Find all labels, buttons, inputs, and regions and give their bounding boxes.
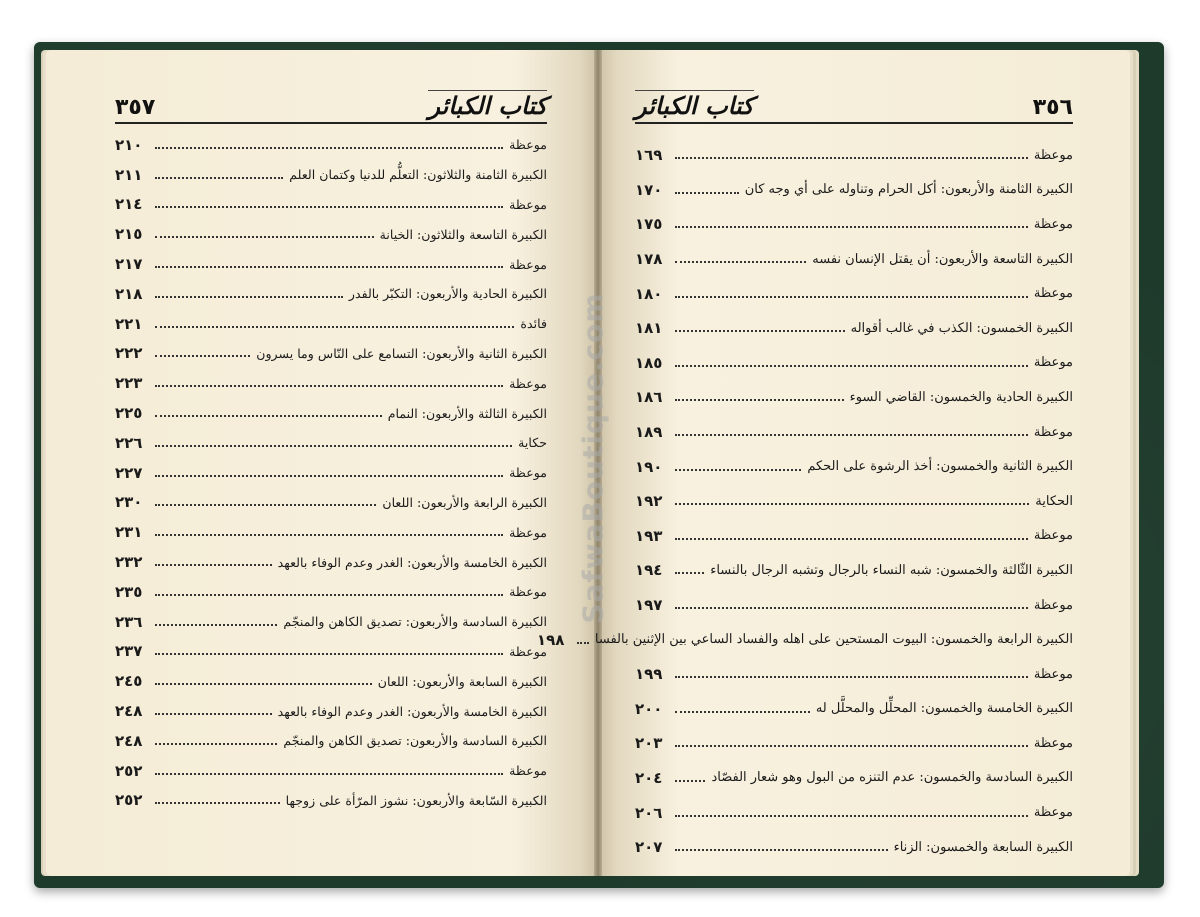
toc-entry-title: موعظة	[1033, 666, 1073, 682]
toc-entry	[115, 249, 547, 279]
toc-entry-page: ٢١٤	[115, 195, 143, 214]
toc-entry	[536, 622, 1073, 657]
toc-entry	[635, 346, 1073, 381]
toc-entry-title: حكاية	[518, 435, 547, 451]
toc-entry-title: الحكاية	[1035, 493, 1073, 509]
dot-leader	[155, 683, 372, 685]
toc-entry-title: موعظة	[509, 763, 547, 779]
toc-entry-title: موعظة	[1033, 216, 1073, 232]
toc-entry	[115, 637, 547, 667]
right-page-header	[635, 82, 1073, 124]
toc-entry-page: ١٩٢	[635, 492, 663, 511]
toc-entry	[635, 657, 1073, 692]
toc-entry	[115, 309, 547, 339]
dot-leader	[155, 713, 272, 715]
toc-entry	[115, 547, 547, 577]
dot-leader	[675, 330, 845, 332]
toc-entry-page: ١٩٤	[635, 561, 663, 580]
toc-entry	[115, 160, 547, 190]
toc-entry-page: ٢٤٥	[115, 672, 143, 691]
toc-entry	[115, 756, 547, 786]
toc-entry-title: موعظة	[509, 465, 547, 481]
toc-entry-page: ٢٢٦	[115, 433, 143, 452]
toc-entry-page: ٢٠٣	[635, 734, 663, 753]
dot-leader	[675, 469, 801, 471]
toc-entry	[635, 311, 1073, 346]
toc-entry-page: ١٩٣	[635, 526, 663, 545]
dot-leader	[155, 236, 374, 238]
toc-entry-page: ٢١١	[115, 165, 143, 184]
toc-entry-title: موعظة	[1033, 528, 1073, 544]
toc-entry-page: ٢١٨	[115, 284, 143, 303]
toc-entry-title: الكبيرة الرابعة والخمسون: البيوت المستحين على اهله والفساد الساعي بين الإثنين بالفسا	[594, 632, 1073, 648]
toc-entry	[115, 666, 547, 696]
toc-entry-title: موعظة	[1033, 805, 1073, 821]
toc-entry	[635, 761, 1073, 796]
dot-leader	[675, 261, 806, 263]
toc-entry-page: ١٩٨	[536, 630, 565, 649]
toc-entry	[115, 726, 547, 756]
dot-leader	[675, 745, 1028, 747]
watermark-text: SafwaBoutique.com	[576, 292, 610, 624]
dot-leader	[675, 226, 1028, 228]
toc-entry-title: الكبيرة السادسة والأربعون: تصديق الكاهن والمنجّم	[283, 733, 547, 749]
toc-entry-title: الكبيرة السّابعة والأربعون: نشوز المرّأة على زوجها	[285, 792, 547, 808]
toc-entry	[115, 786, 547, 816]
toc-entry-page: ٢٢٧	[115, 463, 143, 482]
toc-entry-page: ٢١٥	[115, 225, 143, 244]
toc-entry-page: ٢٣٢	[115, 553, 143, 572]
dot-leader	[675, 434, 1028, 436]
toc-entry	[115, 130, 547, 160]
toc-entry-title: موعظة	[509, 524, 547, 540]
toc-entry	[115, 458, 547, 488]
toc-entry	[115, 190, 547, 220]
toc-entry-page: ١٦٩	[635, 146, 663, 165]
dot-leader	[155, 653, 503, 655]
toc-entry	[115, 339, 547, 369]
toc-entry-title: الكبيرة الخامسة والأربعون: الغدر وعدم الوفاء بالعهد	[277, 703, 547, 719]
toc-entry	[635, 207, 1073, 242]
toc-entry	[635, 553, 1073, 588]
toc-entry-title: الكبيرة الثانية والخمسون: أخذ الرشوة على الحكم	[807, 459, 1073, 475]
toc-entry-title: موعظة	[509, 584, 547, 600]
toc-entry	[635, 380, 1073, 415]
dot-leader	[155, 564, 272, 566]
dot-leader	[675, 503, 1029, 505]
toc-entry	[115, 607, 547, 637]
right-page-number: ٣٥٦	[1032, 95, 1073, 120]
dot-leader	[675, 399, 844, 401]
toc-entry	[115, 488, 547, 518]
dot-leader	[155, 177, 283, 179]
dot-leader	[155, 624, 277, 626]
toc-entry-title: موعظة	[509, 256, 547, 272]
toc-entry-page: ٢٢٣	[115, 374, 143, 393]
toc-entry-page: ١٨٥	[635, 353, 663, 372]
toc-entry-page: ٢٣١	[115, 523, 143, 542]
toc-entry-title: موعظة	[1033, 424, 1073, 440]
toc-entry-title: الكبيرة الثانية والأربعون: التسامع على النّاس وما يسرون	[256, 345, 547, 361]
dot-leader	[155, 773, 503, 775]
toc-entry	[635, 173, 1073, 208]
toc-entry	[635, 692, 1073, 727]
dot-leader	[155, 355, 250, 357]
dot-leader	[155, 147, 503, 149]
left-header-logo: كتاب الكبائر	[428, 91, 547, 120]
toc-entry	[635, 519, 1073, 554]
toc-entry	[635, 415, 1073, 450]
dot-leader	[155, 326, 514, 328]
toc-entry	[115, 577, 547, 607]
toc-entry-page: ٢٥٢	[115, 791, 143, 810]
toc-entry-title: موعظة	[1033, 286, 1073, 302]
toc-entry-title: الكبيرة الثامنة والثلاثون: التعلُّم للدنيا وكتمان العلم	[289, 167, 547, 183]
toc-entry	[635, 138, 1073, 173]
toc-entry-page: ٢٠٠	[635, 699, 663, 718]
toc-entry-page: ٢٤٨	[115, 702, 143, 721]
toc-entry-title: الكبيرة الخمسون: الكذب في غالب أقواله	[850, 320, 1073, 336]
toc-entry-page: ٢٠٤	[635, 768, 663, 787]
dot-leader	[155, 206, 503, 208]
toc-entry	[635, 484, 1073, 519]
toc-entry-title: موعظة	[509, 196, 547, 212]
dot-leader	[155, 415, 382, 417]
dot-leader	[675, 538, 1028, 540]
toc-entry-page: ١٨٩	[635, 423, 663, 442]
toc-entry-page: ١٧٠	[635, 180, 663, 199]
toc-entry	[115, 517, 547, 547]
dot-leader	[675, 607, 1028, 609]
toc-entry-page: ٢٢٥	[115, 404, 143, 423]
toc-entry-title: موعظة	[1033, 147, 1073, 163]
dot-leader	[155, 504, 376, 506]
toc-entry-page: ٢٢١	[115, 314, 143, 333]
toc-entry	[635, 242, 1073, 277]
toc-entry-title: الكبيرة السادسة والأربعون: تصديق الكاهن والمنجّم	[283, 614, 547, 630]
dot-leader	[675, 711, 810, 713]
toc-entry-page: ١٨٠	[635, 284, 663, 303]
toc-entry-title: الكبيرة الحادية والأربعون: التكبّر بالفدر	[348, 286, 547, 302]
dot-leader	[155, 445, 512, 447]
dot-leader	[675, 676, 1028, 678]
toc-entry-page: ٢١٧	[115, 255, 143, 274]
toc-entry-title: الكبيرة التاسعة والأربعون: أن يقتل الإنسان نفسه	[812, 251, 1073, 267]
toc-entry-title: موعظة	[1033, 355, 1073, 371]
left-page-number: ٣٥٧	[115, 95, 156, 120]
toc-entry-page: ١٨٦	[635, 388, 663, 407]
toc-entry-page: ٢١٠	[115, 135, 143, 154]
dot-leader	[155, 534, 503, 536]
toc-entry-title: موعظة	[509, 643, 547, 659]
toc-entry-title: الكبيرة الحادية والخمسون: القاضي السوء	[849, 389, 1073, 405]
left-toc-list	[115, 130, 547, 815]
toc-entry-page: ٢٢٢	[115, 344, 143, 363]
toc-entry	[115, 398, 547, 428]
dot-leader	[675, 157, 1028, 159]
toc-entry	[635, 726, 1073, 761]
dot-leader	[675, 296, 1028, 298]
toc-entry-title: موعظة	[509, 137, 547, 153]
toc-entry-title: الكبيرة الثامنة والأربعون: أكل الحرام وتناوله على أي وجه كان	[744, 182, 1073, 198]
toc-entry-page: ١٧٥	[635, 215, 663, 234]
toc-entry	[115, 279, 547, 309]
dot-leader	[675, 192, 739, 194]
left-page-header	[115, 82, 547, 124]
toc-entry-page: ٢٤٨	[115, 731, 143, 750]
toc-entry-page: ١٩٧	[635, 596, 663, 615]
toc-entry-title: الكبيرة الخامسة والخمسون: المحلِّل والمحلَّل له	[815, 701, 1073, 717]
dot-leader	[155, 296, 343, 298]
toc-entry-title: موعظة	[1033, 597, 1073, 613]
dot-leader	[155, 594, 503, 596]
dot-leader	[155, 802, 280, 804]
toc-entry-title: الكبيرة الخامسة والأربعون: الغدر وعدم الوفاء بالعهد	[277, 554, 547, 570]
dot-leader	[675, 815, 1028, 817]
toc-entry-title: الكبيرة التاسعة والثلاثون: الخيانة	[379, 226, 547, 242]
toc-entry-title: موعظة	[1033, 735, 1073, 751]
toc-entry	[115, 219, 547, 249]
toc-entry	[635, 588, 1073, 623]
toc-entry-page: ٢٣٦	[115, 612, 143, 631]
dot-leader	[155, 743, 277, 745]
toc-entry	[635, 830, 1073, 865]
toc-entry-page: ١٧٨	[635, 250, 663, 269]
dot-leader	[675, 780, 705, 782]
toc-entry-title: الكبيرة الرابعة والأربعون: اللعان	[382, 494, 547, 510]
toc-entry-page: ١٩٠	[635, 457, 663, 476]
toc-entry-title: الكبيرة الثالثة والأربعون: النمام	[387, 405, 547, 421]
right-header-logo: كتاب الكبائر	[635, 91, 754, 120]
dot-leader	[577, 642, 589, 644]
toc-entry	[635, 276, 1073, 311]
toc-entry-page: ٢٠٧	[635, 838, 663, 857]
toc-entry-title: فائدة	[520, 316, 547, 332]
toc-entry-page: ٢٠٦	[635, 803, 663, 822]
toc-entry-page: ٢٣٧	[115, 642, 143, 661]
dot-leader	[675, 849, 888, 851]
toc-entry-page: ٢٣٥	[115, 582, 143, 601]
toc-entry-title: الكبيرة الثّالثة والخمسون: شبه النساء بالرجال وتشبه الرجال بالنساء	[710, 562, 1073, 578]
toc-entry-page: ١٨١	[635, 319, 663, 338]
toc-entry-title: الكبيرة السابعة والخمسون: الزناء	[893, 839, 1073, 855]
toc-entry	[115, 428, 547, 458]
dot-leader	[155, 475, 503, 477]
toc-entry-title: الكبيرة السابعة والأربعون: اللعان	[377, 673, 547, 689]
toc-entry-title: الكبيرة السادسة والخمسون: عدم التنزه من البول وهو شعار الفصّاد	[711, 770, 1073, 786]
dot-leader	[675, 365, 1028, 367]
toc-entry	[635, 795, 1073, 830]
dot-leader	[675, 572, 704, 574]
toc-entry-page: ٢٥٢	[115, 761, 143, 780]
toc-entry-page: ٢٣٠	[115, 493, 143, 512]
dot-leader	[155, 385, 503, 387]
toc-entry-page: ١٩٩	[635, 665, 663, 684]
toc-entry-title: موعظة	[509, 375, 547, 391]
toc-entry	[115, 368, 547, 398]
toc-entry	[635, 449, 1073, 484]
toc-entry	[115, 696, 547, 726]
dot-leader	[155, 266, 503, 268]
